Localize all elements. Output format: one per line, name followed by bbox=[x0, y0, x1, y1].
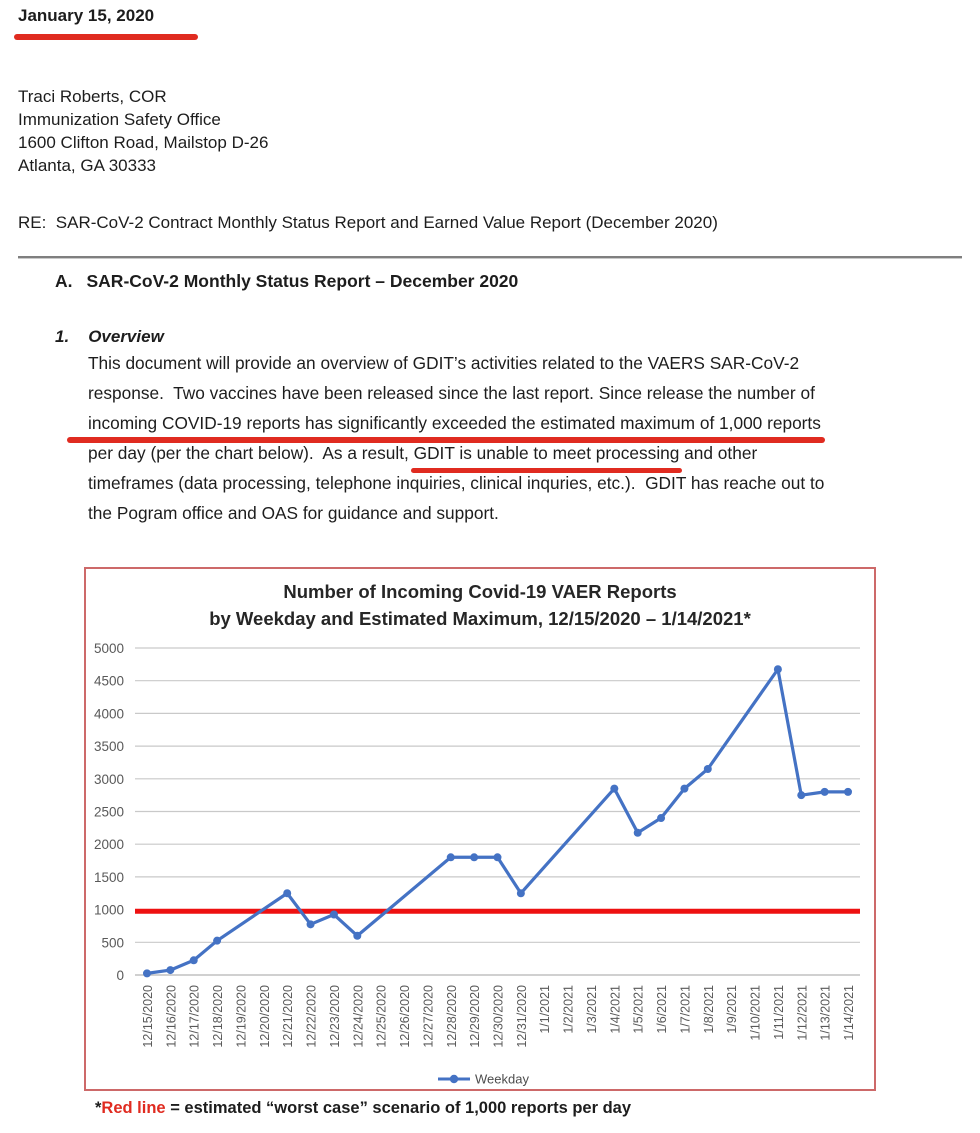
y-axis-tick-label: 2000 bbox=[93, 837, 124, 853]
legend-weekday bbox=[438, 1072, 529, 1087]
x-axis-tick-label: 12/31/2020 bbox=[514, 985, 529, 1048]
data-point-marker bbox=[283, 889, 291, 897]
x-axis-tick-label: 12/23/2020 bbox=[327, 985, 342, 1048]
overview-number: 1. bbox=[55, 327, 70, 346]
data-point-marker bbox=[494, 853, 502, 861]
x-axis-tick-label: 12/18/2020 bbox=[211, 985, 226, 1048]
data-point-marker bbox=[166, 966, 174, 974]
x-axis-tick-label: 1/6/2021 bbox=[655, 985, 670, 1034]
footnote-asterisk: * bbox=[95, 1099, 102, 1117]
x-axis-tick-label: 12/22/2020 bbox=[304, 985, 319, 1048]
data-point-marker bbox=[190, 956, 198, 964]
data-point-marker bbox=[774, 665, 782, 673]
x-axis-tick-label: 1/12/2021 bbox=[795, 985, 810, 1041]
x-axis-tick-label: 12/27/2020 bbox=[421, 985, 436, 1048]
x-axis-tick-label: 12/24/2020 bbox=[351, 985, 366, 1048]
data-point-marker bbox=[821, 788, 829, 796]
red-underline-date bbox=[14, 34, 198, 40]
legend-label: Weekday bbox=[475, 1071, 529, 1087]
x-axis-tick-label: 12/20/2020 bbox=[257, 985, 272, 1048]
paragraph-line: the Pogram office and OAS for guidance and support. bbox=[88, 503, 499, 523]
section-divider bbox=[18, 256, 962, 259]
y-axis-tick-label: 1000 bbox=[93, 902, 124, 918]
x-axis-tick-label: 1/10/2021 bbox=[748, 985, 763, 1041]
paragraph-text: per day (per the chart below). As a result, bbox=[88, 443, 414, 463]
paragraph-line: This document will provide an overview of GDIT’s activities related to the VAERS SAR-CoV-2 bbox=[88, 353, 800, 373]
recipient-address bbox=[18, 85, 268, 177]
chart-container bbox=[84, 567, 876, 1091]
data-point-marker bbox=[844, 788, 852, 796]
overview-title: Overview bbox=[88, 327, 164, 346]
y-axis-tick-label: 2500 bbox=[93, 804, 124, 820]
data-point-marker bbox=[680, 785, 688, 793]
y-axis-tick-label: 4000 bbox=[93, 706, 124, 722]
x-axis-tick-label: 1/2/2021 bbox=[561, 985, 576, 1034]
data-point-marker bbox=[517, 889, 525, 897]
x-axis-tick-label: 12/26/2020 bbox=[398, 985, 413, 1048]
chart-title: Number of Incoming Covid-19 VAER Reports bbox=[283, 581, 677, 602]
overview-heading bbox=[55, 327, 164, 347]
x-axis-tick-label: 12/15/2020 bbox=[141, 985, 155, 1048]
overview-paragraph bbox=[88, 350, 824, 530]
paragraph-line-red-underlined: incoming COVID-19 reports has significantly exceeded the estimated maximum of 1,000 reports bbox=[88, 410, 821, 440]
x-axis-tick-label: 1/9/2021 bbox=[725, 985, 740, 1034]
y-axis-tick-label: 5000 bbox=[93, 641, 124, 656]
x-axis-tick-label: 12/28/2020 bbox=[444, 985, 459, 1048]
data-point-marker bbox=[610, 785, 618, 793]
chart-footnote bbox=[95, 1099, 631, 1118]
address-line-name: Traci Roberts, COR bbox=[18, 87, 167, 106]
y-axis-tick-label: 4500 bbox=[93, 673, 124, 689]
x-axis-tick-label: 1/7/2021 bbox=[678, 985, 693, 1034]
x-axis-tick-label: 1/4/2021 bbox=[608, 985, 623, 1034]
y-axis-tick-label: 3500 bbox=[93, 739, 124, 755]
data-point-marker bbox=[143, 969, 151, 977]
section-label: A. bbox=[55, 271, 73, 291]
x-axis-tick-label: 12/19/2020 bbox=[234, 985, 249, 1048]
data-point-marker bbox=[470, 853, 478, 861]
y-axis-tick-label: 1500 bbox=[93, 869, 124, 885]
x-axis-tick-label: 1/14/2021 bbox=[842, 985, 856, 1041]
weekday-line-series bbox=[147, 669, 848, 973]
data-point-marker bbox=[213, 937, 221, 945]
data-point-marker bbox=[657, 814, 665, 822]
section-heading bbox=[55, 271, 518, 292]
letter-date: January 15, 2020 bbox=[18, 6, 155, 25]
paragraph-line bbox=[88, 440, 757, 470]
paragraph-text: and other bbox=[679, 443, 758, 463]
y-axis-tick-label: 3000 bbox=[93, 771, 124, 787]
x-axis-tick-label: 12/30/2020 bbox=[491, 985, 506, 1048]
x-axis-tick-label: 12/21/2020 bbox=[281, 985, 296, 1048]
data-point-marker bbox=[353, 932, 361, 940]
x-axis-tick-label: 12/25/2020 bbox=[374, 985, 389, 1048]
data-point-marker bbox=[797, 791, 805, 799]
x-axis-tick-label: 1/5/2021 bbox=[631, 985, 646, 1034]
chart-subtitle: by Weekday and Estimated Maximum, 12/15/2020 – 1/14/2021* bbox=[209, 608, 751, 629]
data-point-marker bbox=[307, 920, 315, 928]
address-line-office: Immunization Safety Office bbox=[18, 110, 221, 129]
x-axis-tick-label: 12/16/2020 bbox=[164, 985, 179, 1048]
footnote-red-label: Red line bbox=[101, 1099, 166, 1117]
footnote-text: = estimated “worst case” scenario of 1,000 reports per day bbox=[165, 1099, 632, 1117]
x-axis-tick-label: 1/3/2021 bbox=[584, 985, 599, 1034]
address-line-street: 1600 Clifton Road, Mailstop D-26 bbox=[18, 133, 269, 152]
paragraph-line: timeframes (data processing, telephone inquiries, clinical inquries, etc.). GDIT has reache out to bbox=[88, 473, 825, 493]
x-axis-tick-label: 12/17/2020 bbox=[187, 985, 202, 1048]
section-title: SAR-CoV-2 Monthly Status Report – December 2020 bbox=[86, 271, 519, 291]
y-axis-tick-label: 500 bbox=[101, 935, 124, 951]
x-axis-tick-label: 12/29/2020 bbox=[468, 985, 483, 1048]
data-point-marker bbox=[447, 853, 455, 861]
paragraph-line: response. Two vaccines have been released since the last report. Since release the number of bbox=[88, 383, 815, 403]
data-point-marker bbox=[634, 829, 642, 837]
red-underlined-phrase: GDIT is unable to meet processing bbox=[414, 440, 680, 466]
address-line-city: Atlanta, GA 30333 bbox=[18, 156, 156, 175]
subject-line: RE: SAR-CoV-2 Contract Monthly Status Report and Earned Value Report (December 2020) bbox=[18, 213, 718, 232]
x-axis-tick-label: 1/11/2021 bbox=[771, 985, 786, 1040]
x-axis-tick-label: 1/8/2021 bbox=[701, 985, 716, 1034]
data-point-marker bbox=[704, 765, 712, 773]
x-axis-tick-label: 1/13/2021 bbox=[818, 985, 833, 1041]
y-axis-tick-label: 0 bbox=[116, 968, 124, 983]
line-chart-canvas bbox=[86, 569, 874, 1089]
data-point-marker bbox=[330, 911, 338, 919]
x-axis-tick-label: 1/1/2021 bbox=[538, 985, 553, 1034]
